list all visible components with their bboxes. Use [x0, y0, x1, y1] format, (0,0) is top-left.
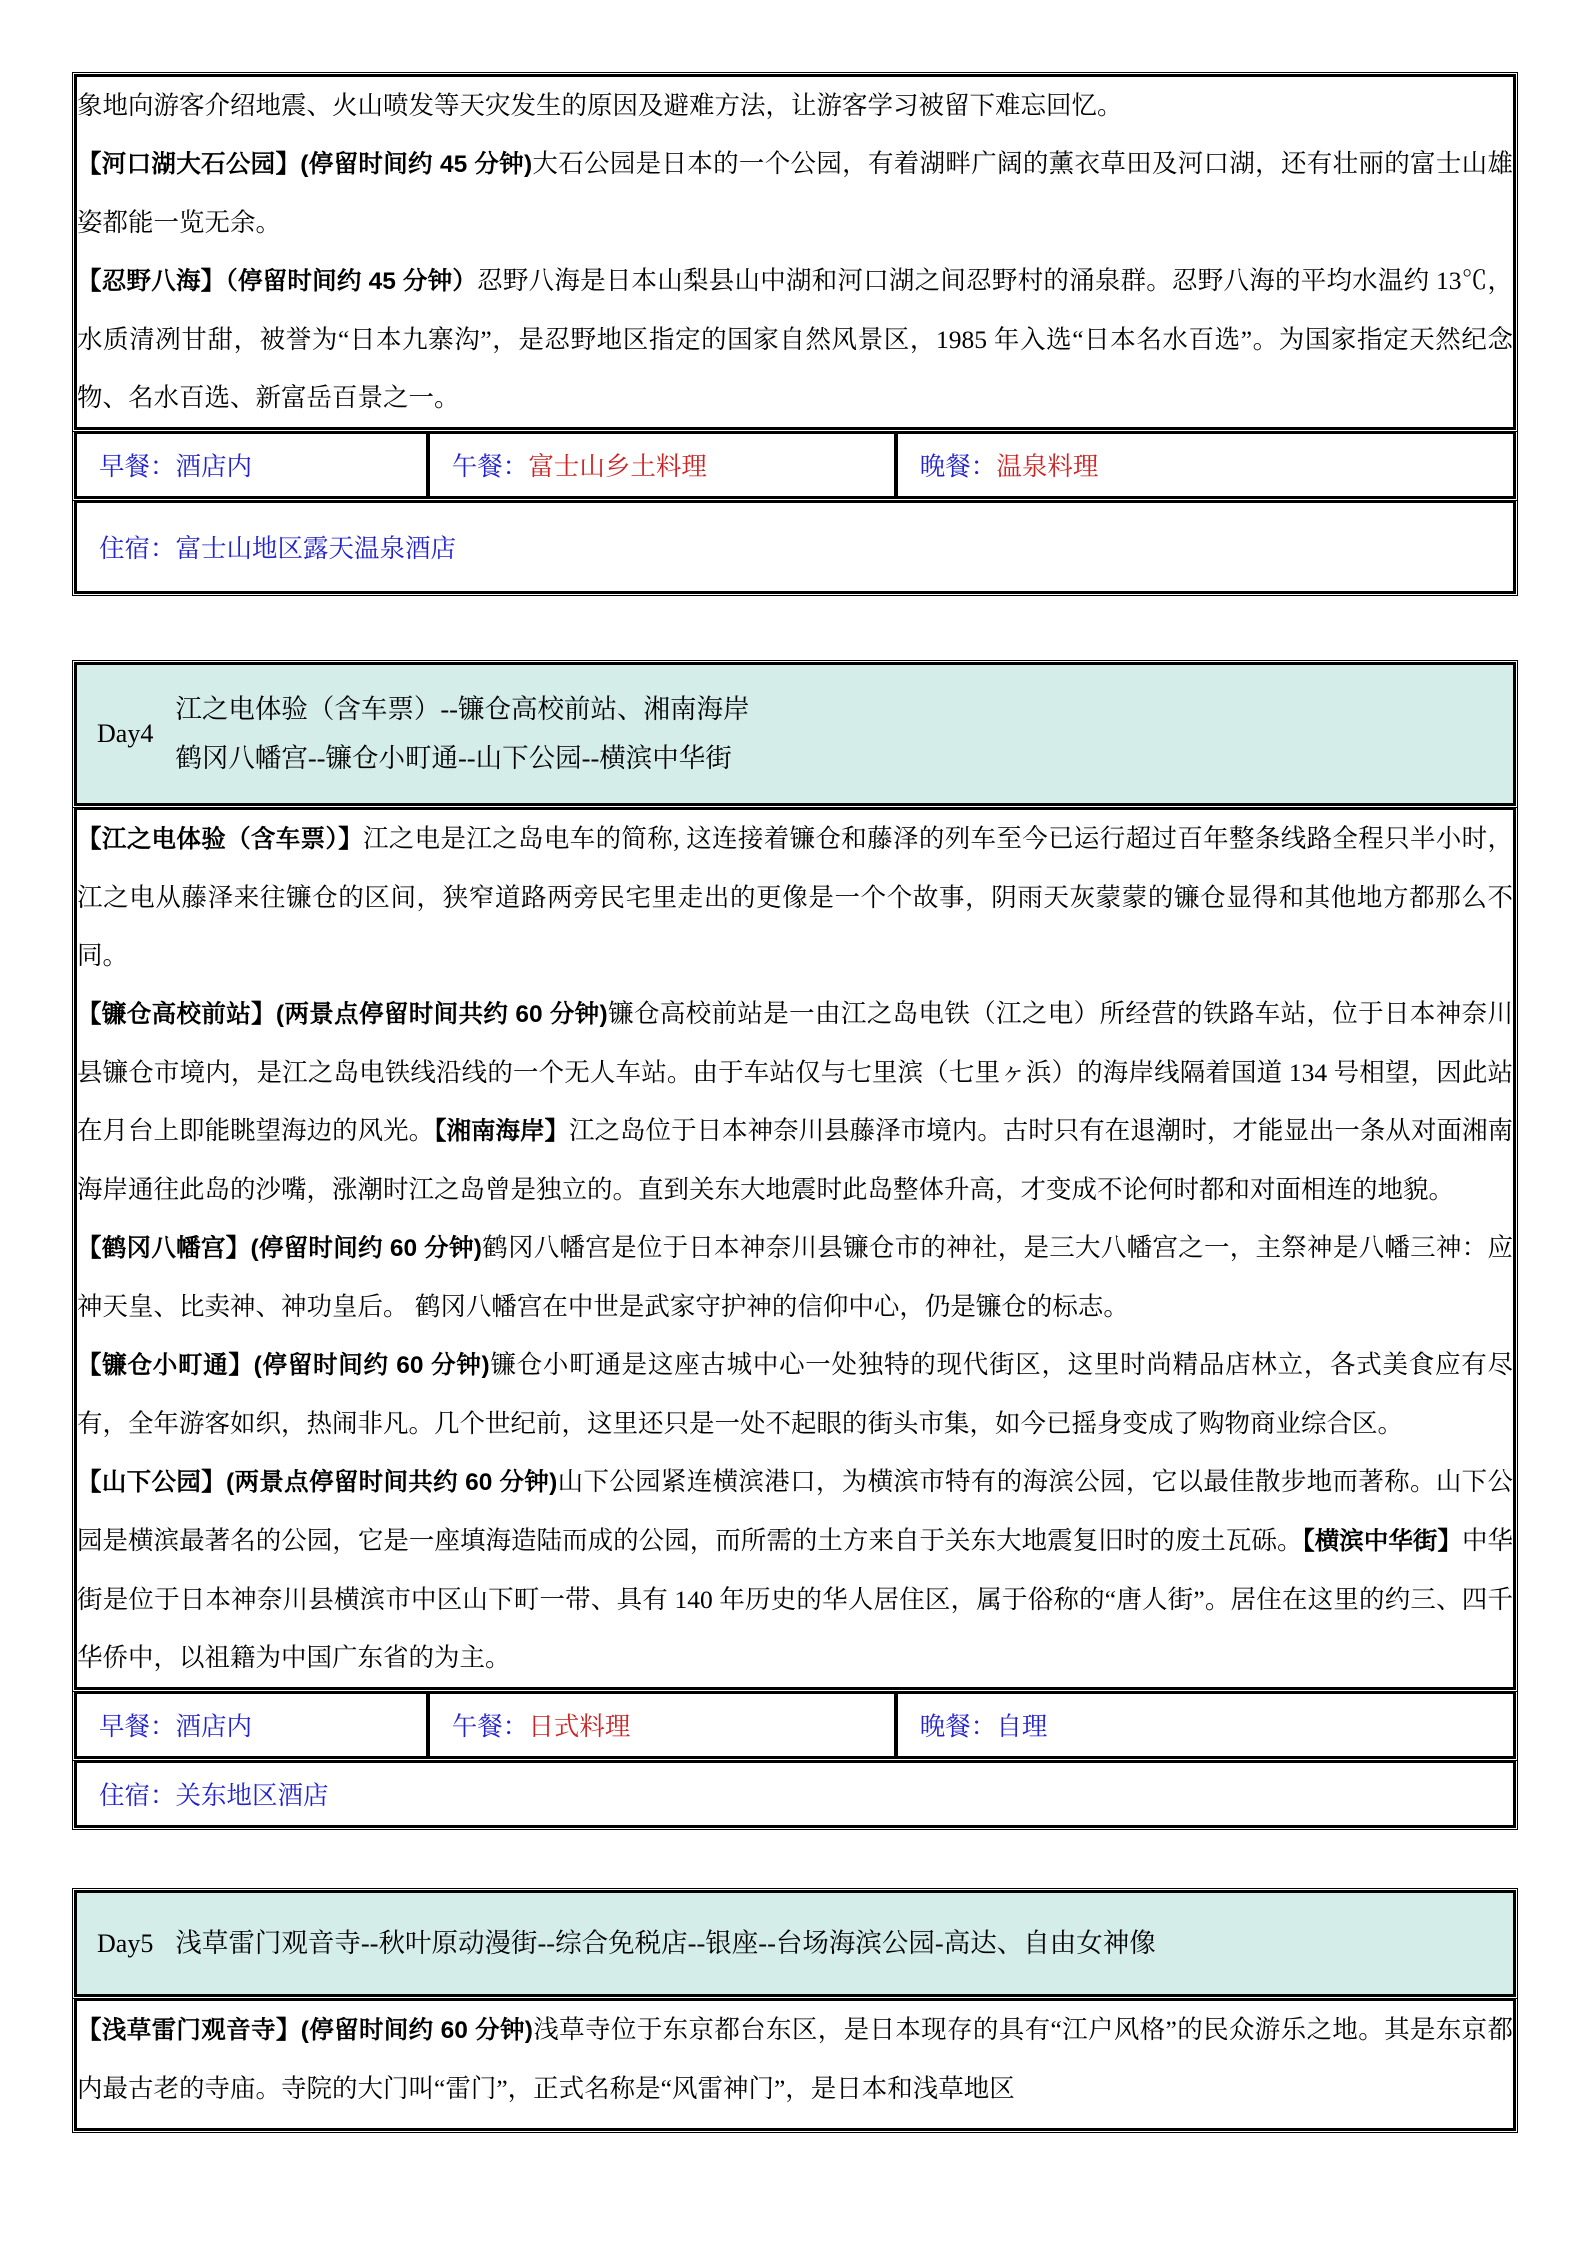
attraction-heading-secondary: 【横滨中华街】 [1302, 1528, 1462, 1555]
attraction-heading: 【鹤冈八幡宫】(停留时间约 60 分钟) [77, 1235, 482, 1262]
paragraph-text: 浅草寺位于东京都台东区，是日本现存的具有“江户风格”的民众游乐之地。其是东京都内最古老的寺庙。寺院的大门叫“雷门”，正式名称是“风雷神门”，是日本和浅草地区 [77, 2015, 1514, 2103]
day3-meal-table [72, 432, 1518, 501]
paragraph-text-secondary: 江之岛位于日本神奈川县藤泽市境内。古时只有在退潮时，才能显出一条从对面湘南海岸通往此岛的沙嘴，涨潮时江之岛曾是独立的。直到关东大地震时此岛整体升高，才变成不论何时都和对面相连的地貌。 [77, 1116, 1513, 1204]
day4-label: Day4 [97, 719, 154, 748]
day4-route [175, 685, 749, 783]
paragraph-kamakura-koko-mae [77, 985, 1513, 1219]
dinner-value: 自理 [996, 1712, 1048, 1741]
breakfast-value: 酒店内 [175, 1712, 253, 1741]
block-spacer [72, 1830, 1517, 1888]
attraction-duration: (停留时间约 60 分钟) [300, 2017, 533, 2044]
dinner-label: 晚餐： [919, 452, 997, 481]
day5-header-row [75, 1891, 1515, 1996]
lunch-value: 富士山乡土料理 [528, 452, 707, 481]
dinner-value: 温泉料理 [996, 452, 1099, 481]
paragraph-text: 江之电是江之岛电车的简称, 这连接着镰仓和藤泽的列车至今已运行超过百年整条线路全程只半小时，江之电从藤泽来往镰仓的区间，狭窄道路两旁民宅里走出的更像是一个个故事，阴雨天灰蒙蒙的镰仓显得和其他地方都那么不同。 [77, 824, 1513, 970]
paragraph-continuation [77, 77, 1513, 135]
paragraph-sensoji [77, 2001, 1513, 2118]
day4-breakfast-cell [75, 1692, 428, 1758]
day3-stay-cell [75, 501, 1515, 593]
attraction-heading: 【浅草雷门观音寺】 [77, 2017, 301, 2044]
day3-breakfast-cell [75, 432, 428, 498]
attraction-heading: 【镰仓小町通】(停留时间约 60 分钟) [77, 1352, 490, 1379]
paragraph-yamashita-park [77, 1453, 1513, 1687]
day4-meal-table [72, 1692, 1518, 1761]
paragraph-text: 山下公园紧连横滨港口，为横滨市特有的海滨公园，它以最佳散步地而著称。山下公园是横滨最著名的公园，它是一座填海造陆而成的公园，而所需的土方来自于关东大地震复旧时的废土瓦砾。 [77, 1467, 1513, 1555]
day3-meal-row [75, 432, 1515, 498]
day3-itinerary-table [72, 72, 1518, 432]
day4-header-row [75, 663, 1515, 805]
paragraph-text: 镰仓高校前站是一由江之岛电铁（江之电）所经营的铁路车站，位于日本神奈川县镰仓市境内，是江之岛电铁线沿线的一个无人车站。由于车站仅与七里滨（七里ヶ浜）的海岸线隔着国道 134 号相望，因此站在月台上即能眺望海边的风光。 [77, 999, 1513, 1145]
day4-stay-row [75, 1761, 1515, 1827]
day4-description-cell [75, 808, 1515, 1689]
attraction-heading: 【河口湖大石公园】(停留时间约 45 分钟) [77, 151, 533, 178]
day3-description-cell [75, 75, 1515, 429]
paragraph-enoden [77, 810, 1513, 985]
day5-itinerary-table [72, 1999, 1518, 2133]
dinner-label: 晚餐： [919, 1712, 997, 1741]
stay-value: 富士山地区露天温泉酒店 [175, 534, 457, 563]
attraction-heading-secondary: 【湘南海岸】 [434, 1118, 570, 1145]
paragraph-tsurugaoka [77, 1219, 1513, 1336]
day3-lunch-cell [428, 432, 896, 498]
day5-route [175, 1919, 1155, 1968]
day4-stay-cell [75, 1761, 1515, 1827]
day4-description-row [75, 808, 1515, 1689]
day4-dinner-cell [896, 1692, 1515, 1758]
attraction-heading: 【忍野八海】（停留时间约 45 分钟） [77, 268, 478, 295]
day4-itinerary-table [72, 808, 1518, 1692]
paragraph-text: 忍野八海是日本山梨县山中湖和河口湖之间忍野村的涌泉群。忍野八海的平均水温约 13℃，水质清冽甘甜，被誉为“日本九寨沟”，是忍野地区指定的国家自然风景区，1985 年入选“日本名水百选”。为国家指定天然纪念物、名水百选、新富岳百景之一。 [77, 266, 1513, 412]
paragraph-text: 大石公园是日本的一个公园，有着湖畔广阔的薰衣草田及河口湖，还有壮丽的富士山雄姿都能一览无余。 [77, 149, 1513, 237]
lunch-value: 日式料理 [528, 1712, 631, 1741]
day5-label: Day5 [97, 1928, 154, 1958]
attraction-heading: 【镰仓高校前站】(两景点停留时间共约 60 分钟) [77, 1001, 608, 1028]
paragraph-oshino-hakkai [77, 252, 1513, 427]
attraction-heading: 【江之电体验（含车票）】 [77, 826, 363, 853]
day3-description-row [75, 75, 1515, 429]
day4-lunch-cell [428, 1692, 896, 1758]
paragraph-text: 象地向游客介绍地震、火山喷发等天灾发生的原因及避难方法，让游客学习被留下难忘回忆。 [77, 91, 1123, 120]
paragraph-text: 鹤冈八幡宫是位于日本神奈川县镰仓市的神社，是三大八幡宫之一，主祭神是八幡三神：应神天皇、比卖神、神功皇后。 鹤冈八幡宫在中世是武家守护神的信仰中心，仍是镰仓的标志。 [77, 1233, 1513, 1321]
day3-dinner-cell [896, 432, 1515, 498]
stay-label: 住宿： [99, 534, 176, 563]
paragraph-komachi-dori [77, 1336, 1513, 1453]
day3-stay-table [72, 501, 1518, 596]
paragraph-text-secondary: 中华街是位于日本神奈川县横滨市中区山下町一带、具有 140 年历史的华人居住区，属于俗称的“唐人街”。居住在这里的约三、四千华侨中，以祖籍为中国广东省的为主。 [77, 1526, 1513, 1672]
day5-description-cell [75, 1999, 1515, 2130]
day5-header-table [72, 1888, 1518, 1999]
attraction-heading: 【山下公园】(两景点停留时间共约 60 分钟) [77, 1469, 558, 1496]
stay-value: 关东地区酒店 [175, 1781, 329, 1810]
day5-header-cell [75, 1891, 1515, 1996]
day5-route-line-1: 浅草雷门观音寺--秋叶原动漫街--综合免税店--银座--台场海滨公园-高达、自由女神像 [175, 1928, 1156, 1958]
stay-label: 住宿： [99, 1781, 176, 1810]
day4-stay-table [72, 1761, 1518, 1830]
day3-stay-row [75, 501, 1515, 593]
day4-header-table [72, 660, 1518, 808]
block-spacer [72, 596, 1517, 660]
lunch-label: 午餐： [451, 452, 529, 481]
day4-route-line-1: 江之电体验（含车票）--镰仓高校前站、湘南海岸 [175, 694, 750, 724]
lunch-label: 午餐： [451, 1712, 529, 1741]
day4-route-line-2: 鹤冈八幡宫--镰仓小町通--山下公园--横滨中华街 [175, 743, 732, 773]
day5-description-row [75, 1999, 1515, 2130]
breakfast-value: 酒店内 [175, 452, 253, 481]
paragraph-oishi-park [77, 135, 1513, 252]
breakfast-label: 早餐： [99, 452, 176, 481]
paragraph-text: 镰仓小町通是这座古城中心一处独特的现代街区，这里时尚精品店林立，各式美食应有尽有，全年游客如织，热闹非凡。几个世纪前，这里还只是一处不起眼的街头市集，如今已摇身变成了购物商业综合区。 [77, 1350, 1513, 1438]
day4-header-cell [75, 663, 1515, 805]
day4-meal-row [75, 1692, 1515, 1758]
breakfast-label: 早餐： [99, 1712, 176, 1741]
